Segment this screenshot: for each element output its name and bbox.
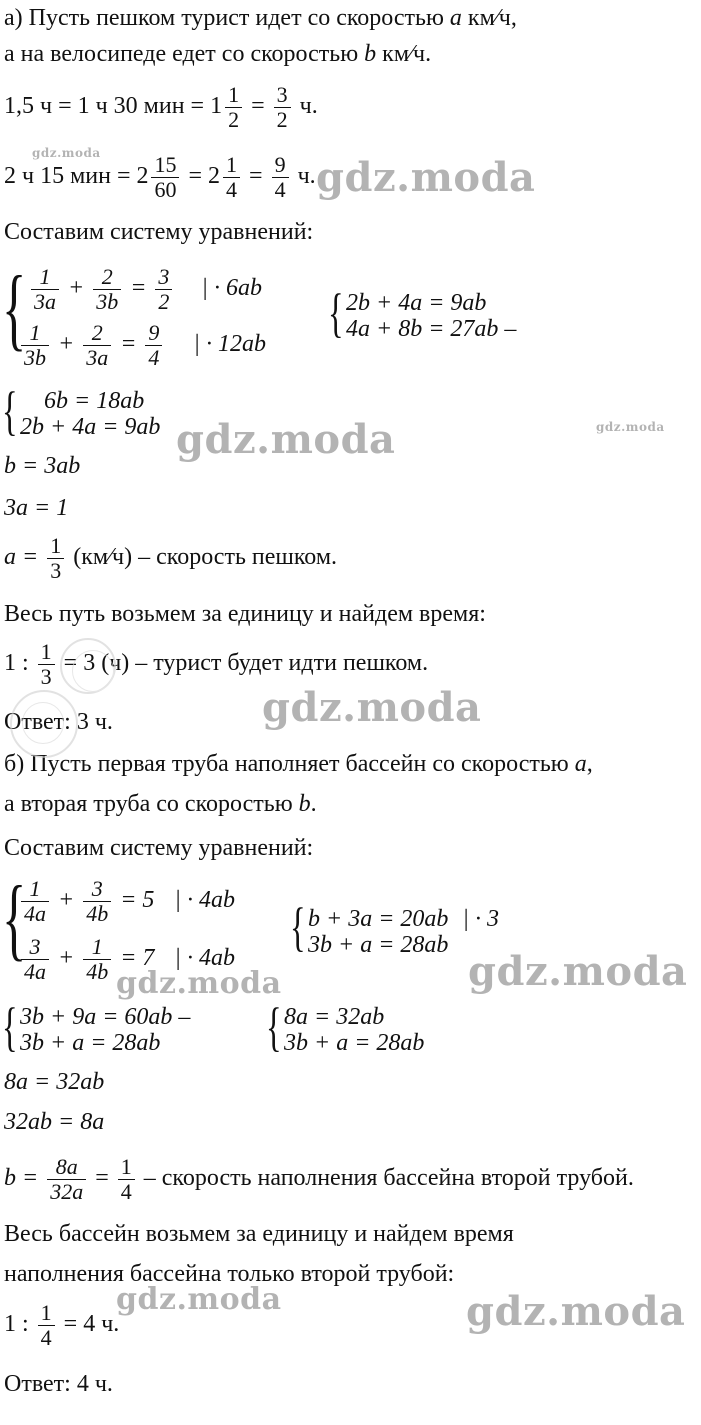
- fraction: $\frac{3}{2}$: [274, 83, 291, 132]
- problem-b-line-2: а вторая труба со скоростью b.: [4, 791, 317, 817]
- fraction: $\frac{2}{3b}$: [93, 265, 121, 314]
- system-a-t2: 2b + 4a = 9ab: [20, 414, 161, 440]
- fraction: $\frac{8a}{32a}$: [47, 1155, 86, 1204]
- fraction: $\frac{3}{2}$: [155, 265, 172, 314]
- system-b-eq-1: $\frac{1}{4a}$ + $\frac{3}{4b}$ = 5 | · 4ab: [18, 874, 235, 926]
- system-a-eq-2: $\frac{1}{3b}$ + $\frac{2}{3a}$ = $\frac{9}{4}$ | · 12ab: [18, 318, 266, 370]
- watermark: gdz.moda: [262, 684, 482, 731]
- time-conversion-2: 2 ч 15 мин = 2 $\frac{15}{60}$ = 2 $\frac{1}{4}$ = $\frac{9}{4}$ ч.: [4, 151, 316, 202]
- system-b-eq-2: $\frac{3}{4a}$ + $\frac{1}{4b}$ = 7 | · 4ab: [18, 932, 235, 984]
- answer-b: Ответ: 4 ч.: [4, 1371, 113, 1397]
- watermark: gdz.moda: [466, 1288, 686, 1335]
- system-brace: {: [266, 997, 282, 1057]
- watermark: gdz.moda: [596, 420, 665, 434]
- system-b-r1: b + 3a = 20ab | · 3: [308, 906, 499, 932]
- fraction: $\frac{3}{4a}$: [21, 935, 49, 984]
- system-a-t1: 6b = 18ab: [44, 388, 145, 414]
- fraction: $\frac{1}{4}$: [223, 153, 240, 202]
- system-b-v1: 8a = 32ab: [284, 1004, 385, 1030]
- watermark: gdz.moda: [468, 948, 688, 995]
- watermark: gdz.moda: [116, 1282, 282, 1317]
- fraction: $\frac{1}{4b}$: [83, 935, 111, 984]
- watermark-seal-icon: [10, 690, 78, 758]
- system-brace: {: [328, 283, 344, 343]
- watermark: gdz.moda: [116, 966, 282, 1001]
- fraction: $\frac{1}{3a}$: [31, 265, 59, 314]
- system-b-u2: 3b + a = 28ab: [20, 1030, 161, 1056]
- system-a-result-1: 2b + 4a = 9ab: [346, 290, 487, 316]
- fraction: $\frac{1}{4}$: [118, 1155, 135, 1204]
- problem-a-line-1: а) Пусть пешком турист идет со скоростью a км⁄ч,: [4, 5, 517, 31]
- system-a-eq-1: $\frac{1}{3a}$ + $\frac{2}{3b}$ = $\frac{3}{2}$ | · 6ab: [28, 262, 262, 314]
- fraction: $\frac{1}{3}$: [47, 534, 64, 583]
- watermark: gdz.moda: [176, 416, 396, 463]
- time-pipe: 1 : $\frac{1}{4}$ = 4 ч.: [4, 1299, 120, 1350]
- fraction: $\frac{15}{60}$: [151, 153, 179, 202]
- system-brace: {: [2, 867, 27, 969]
- whole-path-line: Весь путь возьмем за единицу и найдем время:: [4, 601, 486, 627]
- system-brace: {: [2, 997, 18, 1057]
- b-value: b = $\frac{8a}{32a}$ = $\frac{1}{4}$ – скорость наполнения бассейна второй трубой.: [4, 1153, 634, 1204]
- system-brace: {: [2, 257, 27, 359]
- b-equation: b = 3ab: [4, 453, 81, 479]
- fraction: $\frac{9}{4}$: [272, 153, 289, 202]
- equation-8a: 8a = 32ab: [4, 1069, 105, 1095]
- whole-pool-line-2: наполнения бассейна только второй трубой:: [4, 1261, 455, 1287]
- fraction: $\frac{1}{2}$: [225, 83, 242, 132]
- problem-b-line-1: б) Пусть первая труба наполняет бассейн со скоростью a,: [4, 751, 593, 777]
- fraction: $\frac{1}{4}$: [38, 1301, 55, 1350]
- answer-a: Ответ: 3 ч.: [4, 709, 113, 735]
- time-conversion-1: 1,5 ч = 1 ч 30 мин = 1 $\frac{1}{2}$ = $\frac{3}{2}$ ч.: [4, 81, 318, 132]
- problem-a-line-2: а на велосипеде едет со скоростью b км⁄ч.: [4, 41, 432, 67]
- watermark-seal-icon: [60, 638, 116, 694]
- a-3-equation: 3a = 1: [4, 495, 69, 521]
- watermark: gdz.moda: [316, 154, 536, 201]
- system-b-v2: 3b + a = 28ab: [284, 1030, 425, 1056]
- a-value: a = $\frac{1}{3}$ (км⁄ч) – скорость пешком.: [4, 532, 338, 583]
- system-title-b: Составим систему уравнений:: [4, 835, 314, 861]
- fraction: $\frac{9}{4}$: [145, 321, 162, 370]
- fraction: $\frac{2}{3a}$: [83, 321, 111, 370]
- system-b-u1: 3b + 9a = 60ab –: [20, 1004, 191, 1030]
- system-title-a: Составим систему уравнений:: [4, 219, 314, 245]
- watermark: gdz.moda: [32, 146, 101, 160]
- fraction: $\frac{1}{3b}$: [21, 321, 49, 370]
- whole-pool-line-1: Весь бассейн возьмем за единицу и найдем время: [4, 1221, 514, 1247]
- fraction: $\frac{1}{3}$: [38, 640, 55, 689]
- system-brace: {: [2, 381, 18, 441]
- time-walk: 1 : $\frac{1}{3}$ = 3 (ч) – турист будет идти пешком.: [4, 638, 429, 689]
- equation-32ab: 32ab = 8a: [4, 1109, 105, 1135]
- system-a-result-2: 4a + 8b = 27ab –: [346, 316, 517, 342]
- fraction: $\frac{1}{4a}$: [21, 877, 49, 926]
- fraction: $\frac{3}{4b}$: [83, 877, 111, 926]
- system-brace: {: [290, 897, 306, 957]
- system-b-r2: 3b + a = 28ab: [308, 932, 449, 958]
